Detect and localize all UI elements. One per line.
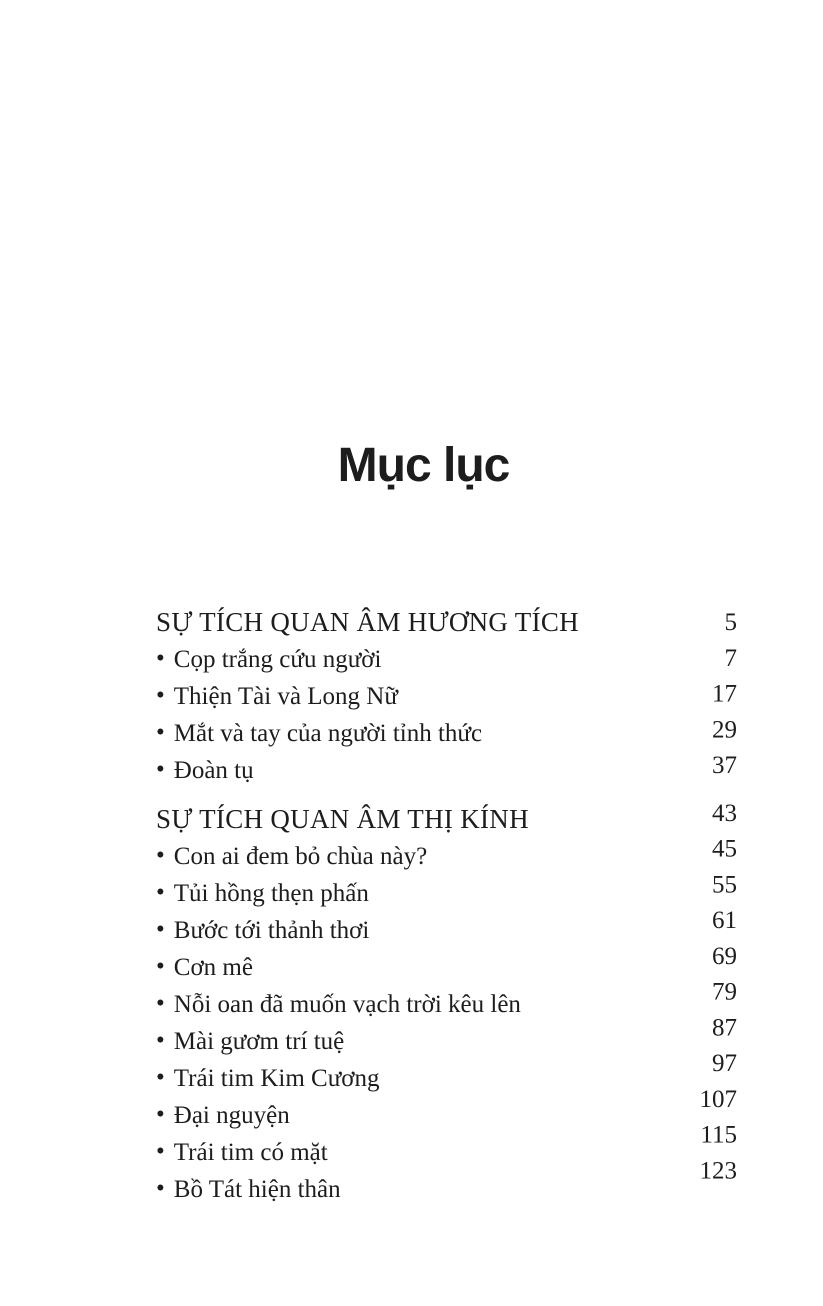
toc-entry-left bbox=[156, 720, 482, 748]
toc-entry-left bbox=[156, 917, 369, 945]
toc-entry-row bbox=[156, 752, 737, 789]
toc-entry-label: Đoàn tụ bbox=[173, 756, 254, 784]
toc-entry-row bbox=[156, 1121, 737, 1171]
bullet-icon: • bbox=[156, 1027, 165, 1054]
bullet-icon: • bbox=[156, 1175, 165, 1202]
toc-entry-label: Bước tới thảnh thơi bbox=[173, 916, 370, 944]
toc-entry-left bbox=[156, 1139, 328, 1167]
toc-entry-row bbox=[156, 835, 737, 875]
toc-page-number: 43 bbox=[712, 799, 737, 827]
bullet-icon: • bbox=[156, 1138, 165, 1165]
bullet-icon: • bbox=[156, 990, 165, 1017]
toc-entry-left bbox=[156, 880, 369, 908]
toc-page-number: 61 bbox=[712, 906, 737, 934]
toc-entry-row bbox=[156, 1014, 737, 1060]
toc-page-number: 37 bbox=[712, 751, 737, 779]
toc-page-number: 29 bbox=[712, 716, 737, 743]
toc-section-row bbox=[156, 604, 737, 641]
toc-entry-left bbox=[156, 646, 381, 674]
toc-entry-label: Đại nguyện bbox=[173, 1101, 290, 1129]
toc-entry-label: Trái tim có mặt bbox=[173, 1138, 328, 1166]
toc-entry-left bbox=[156, 757, 254, 785]
toc-entry-left bbox=[156, 1028, 344, 1056]
toc-entry-row bbox=[156, 641, 737, 678]
toc-entry-label: Bồ Tát hiện thân bbox=[173, 1175, 341, 1203]
toc-entry-label: Con ai đem bỏ chùa này? bbox=[173, 842, 428, 870]
toc-page-number: 55 bbox=[712, 871, 737, 898]
toc-section-heading: SỰ TÍCH QUAN ÂM THỊ KÍNH bbox=[156, 803, 529, 834]
bullet-icon: • bbox=[156, 842, 165, 869]
toc-entry-left bbox=[156, 991, 521, 1019]
toc-entry-label: Mài gươm trí tuệ bbox=[173, 1027, 345, 1055]
toc-entry-row bbox=[156, 906, 737, 949]
toc-entry-row bbox=[156, 942, 737, 986]
toc-entry-label: Mắt và tay của người tỉnh thức bbox=[173, 719, 483, 747]
toc-entry-label: Trái tim Kim Cương bbox=[173, 1064, 380, 1092]
toc-entry-left bbox=[156, 683, 398, 711]
page-title: Mục lục bbox=[337, 439, 510, 492]
toc-page-number: 45 bbox=[712, 835, 737, 863]
toc-page-number: 17 bbox=[712, 680, 737, 708]
bullet-icon: • bbox=[156, 682, 165, 709]
toc-page-number: 5 bbox=[724, 608, 737, 636]
bullet-icon: • bbox=[156, 916, 165, 943]
toc-entry-row bbox=[156, 678, 737, 715]
toc-entry-row bbox=[156, 978, 737, 1023]
toc-entry-label: Tủi hồng thẹn phấn bbox=[173, 879, 369, 907]
toc-entry-row bbox=[156, 1049, 737, 1097]
toc-entry-row bbox=[156, 1085, 737, 1134]
toc-entry-row bbox=[156, 871, 737, 912]
bullet-icon: • bbox=[156, 1064, 165, 1091]
bullet-icon: • bbox=[156, 719, 165, 746]
toc-section-heading: SỰ TÍCH QUAN ÂM HƯƠNG TÍCH bbox=[156, 606, 579, 637]
toc-page-number: 107 bbox=[699, 1085, 737, 1113]
toc-entry-label: Nỗi oan đã muốn vạch trời kêu lên bbox=[173, 990, 521, 1018]
toc-page-number: 87 bbox=[712, 1014, 737, 1041]
toc-section-row bbox=[156, 801, 737, 838]
toc-page-number: 123 bbox=[699, 1157, 737, 1184]
toc-entry-label: Cọp trắng cứu người bbox=[173, 645, 382, 673]
bullet-icon: • bbox=[156, 879, 165, 906]
bullet-icon: • bbox=[156, 645, 165, 672]
toc-entry-left bbox=[156, 843, 427, 871]
bullet-icon: • bbox=[156, 953, 165, 980]
toc-list bbox=[156, 604, 737, 1208]
toc-entry-label: Thiện Tài và Long Nữ bbox=[173, 682, 398, 710]
toc-page-number: 7 bbox=[724, 644, 737, 672]
bullet-icon: • bbox=[156, 1101, 165, 1128]
toc-entry-row bbox=[156, 1157, 737, 1208]
toc-entry-label: Cơn mê bbox=[173, 953, 253, 981]
bullet-icon: • bbox=[156, 756, 165, 783]
toc-entry-left bbox=[156, 954, 253, 982]
toc-entry-left bbox=[156, 1102, 290, 1130]
toc-entry-left bbox=[156, 1065, 380, 1093]
toc-page-number: 97 bbox=[712, 1049, 737, 1077]
toc-entry-left bbox=[156, 1176, 341, 1204]
toc-entry-row bbox=[156, 715, 737, 752]
toc-page-number: 79 bbox=[712, 978, 737, 1006]
toc-page-number: 69 bbox=[712, 942, 737, 970]
toc-page-number: 115 bbox=[700, 1121, 737, 1149]
